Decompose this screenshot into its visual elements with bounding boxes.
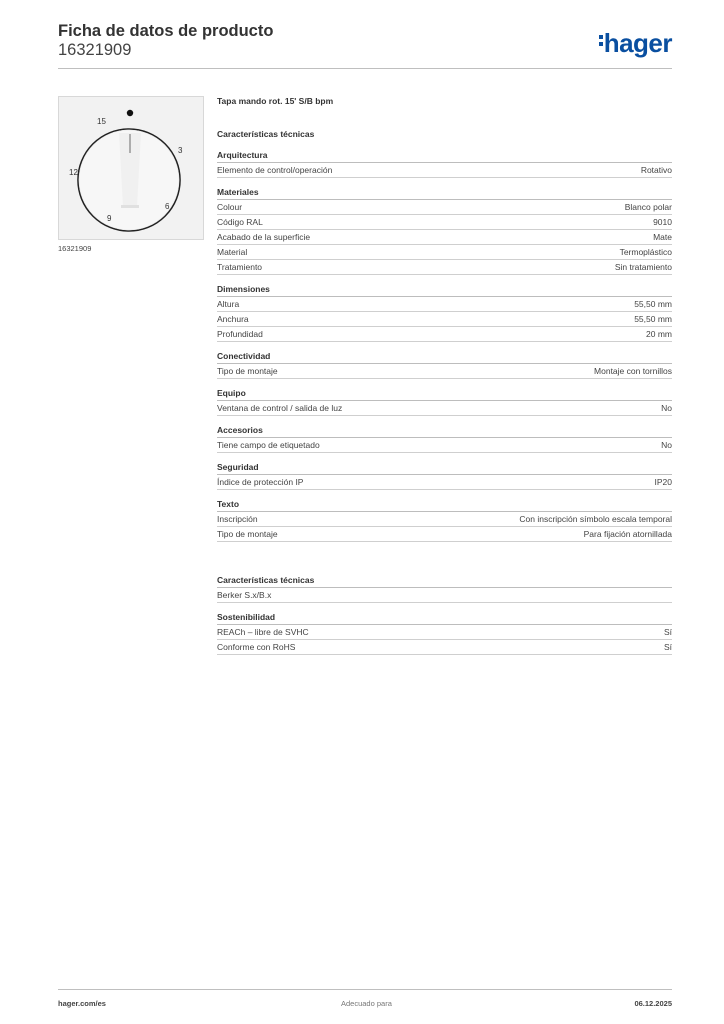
spec-label: Tipo de montaje bbox=[217, 529, 278, 539]
spec-group bbox=[217, 460, 672, 490]
header-divider bbox=[58, 68, 672, 69]
logo-dots-icon bbox=[599, 32, 603, 49]
spec-value: Termoplástico bbox=[619, 247, 672, 257]
document-title: Ficha de datos de producto bbox=[58, 22, 274, 40]
spec-value: IP20 bbox=[654, 477, 672, 487]
spec-value: 20 mm bbox=[646, 329, 672, 339]
spec-value: Sin tratamiento bbox=[614, 262, 672, 272]
product-code: 16321909 bbox=[58, 41, 132, 59]
group-title: Materiales bbox=[217, 185, 672, 200]
spec-value: Sí bbox=[663, 642, 672, 652]
spec-value: Mate bbox=[653, 232, 672, 242]
spec-row bbox=[217, 364, 672, 379]
spec-label: Ventana de control / salida de luz bbox=[217, 403, 343, 413]
spec-row bbox=[217, 640, 672, 655]
spec-value: 9010 bbox=[653, 217, 672, 227]
product-image bbox=[58, 96, 204, 240]
spec-value: Para fijación atornillada bbox=[583, 529, 672, 539]
spec-value: 55,50 mm bbox=[634, 299, 672, 309]
spec-label: Tiene campo de etiquetado bbox=[217, 440, 320, 450]
spec-row bbox=[217, 200, 672, 215]
dial-mark-9: 9 bbox=[107, 214, 112, 223]
group-title: Conectividad bbox=[217, 349, 672, 364]
group-title: Características técnicas bbox=[217, 573, 672, 588]
spec-label: REACh – libre de SVHC bbox=[217, 627, 309, 637]
spec-label: Acabado de la superficie bbox=[217, 232, 311, 242]
spec-group bbox=[217, 423, 672, 453]
spec-label: Código RAL bbox=[217, 217, 263, 227]
group-title: Sostenibilidad bbox=[217, 610, 672, 625]
product-name: Tapa mando rot. 15' S/B bpm bbox=[217, 96, 334, 106]
spec-label: Berker S.x/B.x bbox=[217, 590, 272, 600]
spec-row bbox=[217, 588, 672, 603]
spec-value: Sí bbox=[663, 627, 672, 637]
spec-label: Colour bbox=[217, 202, 243, 212]
spec-group bbox=[217, 497, 672, 542]
dial-mark-3: 3 bbox=[178, 146, 183, 155]
spec-content bbox=[217, 96, 672, 661]
group-title: Seguridad bbox=[217, 460, 672, 475]
spec-row bbox=[217, 230, 672, 245]
footer-suitable-for: Adecuado para bbox=[341, 999, 392, 1008]
spec-group bbox=[217, 148, 672, 178]
spec-group bbox=[217, 610, 672, 655]
spec-row bbox=[217, 625, 672, 640]
spec-label: Inscripción bbox=[217, 514, 258, 524]
spec-label: Material bbox=[217, 247, 248, 257]
spec-value: Montaje con tornillos bbox=[594, 366, 672, 376]
group-title: Texto bbox=[217, 497, 672, 512]
spec-value: 55,50 mm bbox=[634, 314, 672, 324]
dial-mark-15: 15 bbox=[97, 117, 106, 126]
spec-row bbox=[217, 438, 672, 453]
dial-mark-6: 6 bbox=[165, 202, 170, 211]
spec-label: Tratamiento bbox=[217, 262, 263, 272]
dial-mark-12: 12 bbox=[69, 168, 78, 177]
spec-row bbox=[217, 215, 672, 230]
spec-value: No bbox=[661, 440, 672, 450]
footer-divider bbox=[58, 989, 672, 990]
page-header bbox=[58, 22, 273, 60]
brand-logo[interactable] bbox=[599, 28, 672, 59]
spec-value: No bbox=[661, 403, 672, 413]
spec-value: Con inscripción símbolo escala temporal bbox=[519, 514, 672, 524]
spec-row bbox=[217, 475, 672, 490]
spec-group bbox=[217, 349, 672, 379]
spec-label: Anchura bbox=[217, 314, 249, 324]
rotary-dial-icon bbox=[59, 97, 203, 239]
spec-row bbox=[217, 312, 672, 327]
spec-group bbox=[217, 386, 672, 416]
spec-value: Blanco polar bbox=[624, 202, 672, 212]
spec-group bbox=[217, 185, 672, 275]
spec-groups bbox=[217, 148, 672, 542]
spec-group bbox=[217, 282, 672, 342]
spec-row bbox=[217, 163, 672, 178]
spec-row bbox=[217, 327, 672, 342]
spec-row bbox=[217, 401, 672, 416]
image-caption: 16321909 bbox=[58, 244, 92, 253]
spec-row bbox=[217, 260, 672, 275]
spec-row bbox=[217, 297, 672, 312]
spec-label: Altura bbox=[217, 299, 240, 309]
group-title: Accesorios bbox=[217, 423, 672, 438]
group-title: Dimensiones bbox=[217, 282, 672, 297]
spec-label: Elemento de control/operación bbox=[217, 165, 333, 175]
footer-date: 06.12.2025 bbox=[634, 999, 672, 1008]
spec-label: Profundidad bbox=[217, 329, 263, 339]
extra-spec-groups bbox=[217, 573, 672, 655]
spec-label: Índice de protección IP bbox=[217, 477, 304, 487]
spec-group bbox=[217, 573, 672, 603]
tech-heading: Características técnicas bbox=[217, 129, 315, 139]
logo-text: hager bbox=[603, 28, 672, 58]
group-title: Arquitectura bbox=[217, 148, 672, 163]
footer-website-link[interactable]: hager.com/es bbox=[58, 999, 106, 1008]
group-title: Equipo bbox=[217, 386, 672, 401]
spec-row bbox=[217, 527, 672, 542]
spec-row bbox=[217, 512, 672, 527]
spec-label: Conforme con RoHS bbox=[217, 642, 296, 652]
spec-value: Rotativo bbox=[640, 165, 672, 175]
spec-row bbox=[217, 245, 672, 260]
spec-label: Tipo de montaje bbox=[217, 366, 278, 376]
